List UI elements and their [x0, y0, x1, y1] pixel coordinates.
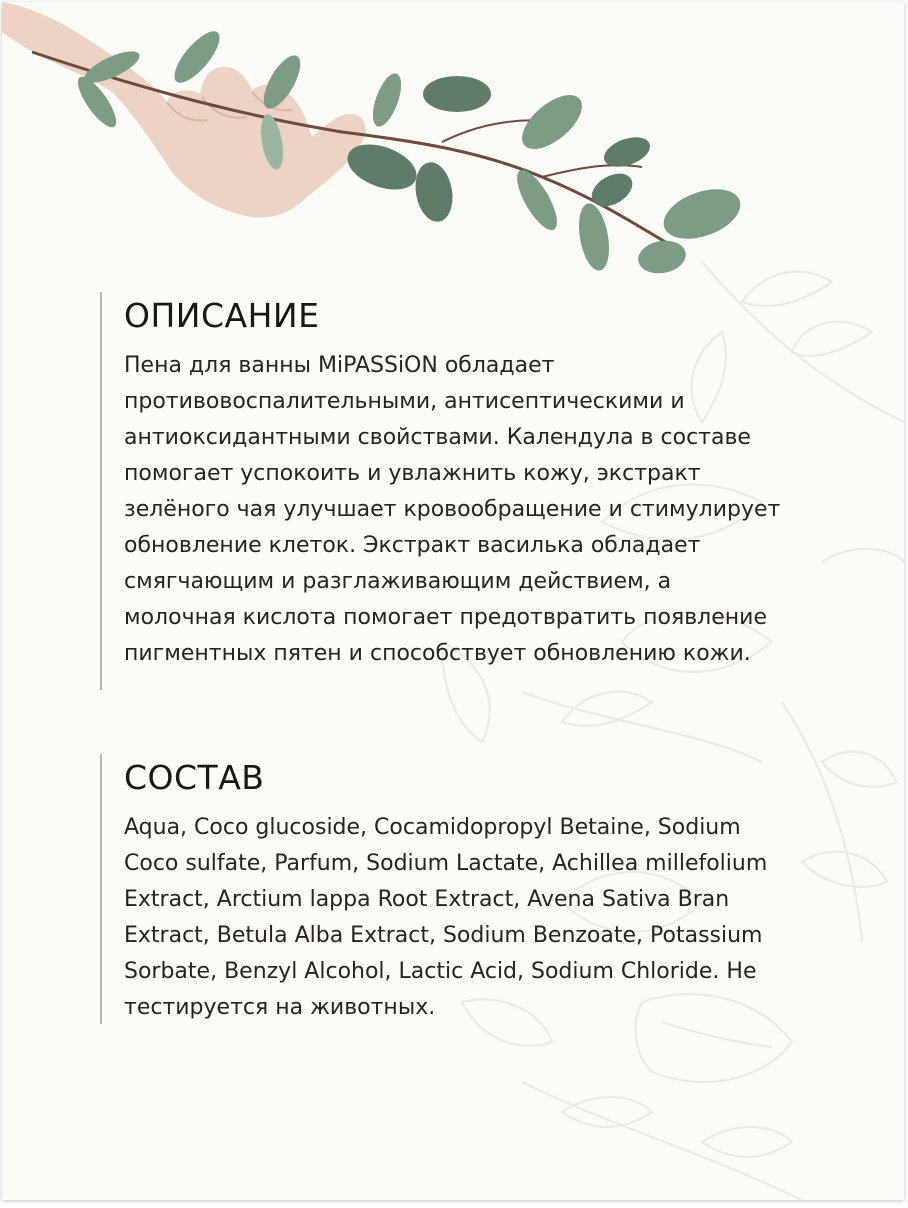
hand-with-eucalyptus-branch-image — [2, 2, 762, 302]
description-text: Пена для ванны MiPASSiON обладает противовоспалительными, антисептическими и антиоксидантными свойствами. Календула в составе помогает успокоить и увлажнить кожу, экстракт зелёного чая улучшает кровообращение и стимулирует обновление клеток. Экстракт василька обладает смягчающим и разглаживающим действием, а молочная кислота помогает предотвратить появление пигментных пятен и способствует обновлению кожи. — [124, 353, 781, 666]
description-section — [100, 292, 864, 690]
composition-section — [100, 754, 864, 1024]
description-heading: ОПИСАНИЕ — [124, 296, 320, 335]
composition-heading: СОСТАВ — [124, 758, 265, 797]
composition-text: Aqua, Coco glucoside, Cocamidopropyl Betaine, Sodium Coco sulfate, Parfum, Sodium Lactate, Achillea millefolium Extract, Arctium lappa Root Extract, Avena Sativa Bran Extract, Betula Alba Extract, Sodium Benzoate, Potassium Sorbate, Benzyl Alcohol, Lactic Acid, Sodium Chloride. Не тестируется на животных. — [124, 815, 768, 1020]
product-card — [2, 2, 904, 1200]
